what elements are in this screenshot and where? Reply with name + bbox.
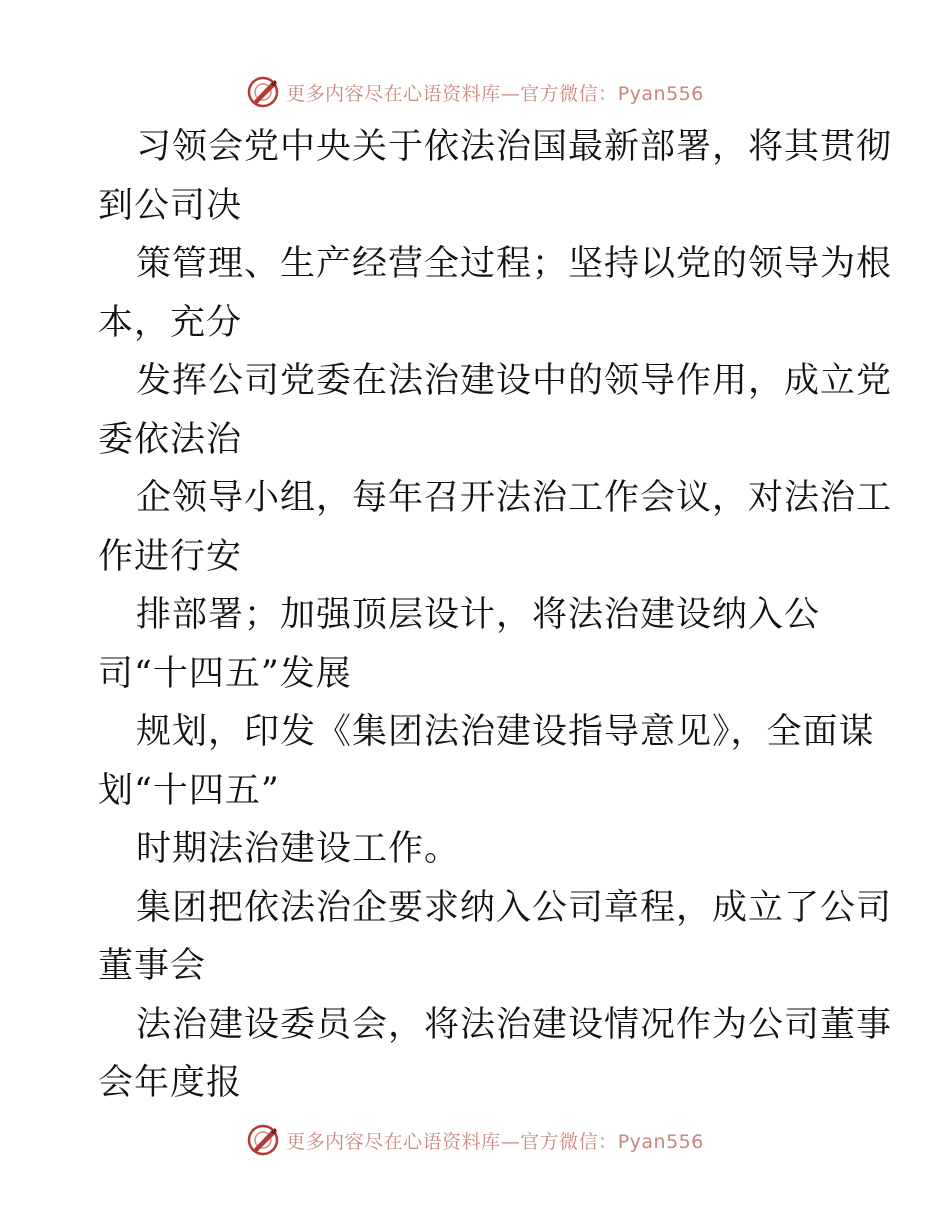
watermark-middle: 官方微信： [520,1130,618,1153]
watermark-handle: Pyan556 [617,1130,704,1153]
watermark-prefix: 更多内容尽在心语资料库 [286,1130,501,1153]
text-line: 司“十四五”发展 [98,653,352,694]
text-line: 董事会 [98,946,207,986]
watermark-handle: Pyan556 [617,82,704,105]
text-line: 企领导小组，每年召开法治工作会议，对法治工 [136,478,893,518]
watermark-prefix: 更多内容尽在心语资料库 [286,82,501,105]
watermark-text [286,1127,704,1154]
footer-watermark [0,1120,950,1160]
text-line: 到公司决 [98,185,243,226]
text-line: 规划，印发《集团法治建设指导意见》，全面谋 [136,712,875,752]
text-line: 委依法治 [98,419,243,460]
pen-logo-icon [246,1123,280,1157]
text-line: 作进行安 [98,536,243,577]
document-body [98,118,893,1113]
text-line: 时期法治建设工作。 [136,829,461,869]
header-watermark [0,72,950,112]
pen-logo-icon [246,75,280,109]
watermark-dash: — [500,82,521,105]
text-line: 发挥公司党委在法治建设中的领导作用，成立党 [136,361,893,401]
text-line: 排部署；加强顶层设计，将法治建设纳入公 [136,595,821,635]
text-line: 划“十四五” [98,770,280,811]
watermark-middle: 官方微信： [520,82,618,105]
text-line: 习领会党中央关于依法治国最新部署，将其贯彻 [136,127,893,167]
watermark-dash: — [500,1130,521,1153]
text-line: 集团把依法治企要求纳入公司章程，成立了公司 [136,887,893,928]
text-line: 会年度报 [98,1063,243,1103]
text-line: 策管理、生产经营全过程；坚持以党的领导为根 [136,244,893,284]
text-line: 法治建设委员会，将法治建设情况作为公司董事 [136,1004,893,1045]
text-line: 本，充分 [98,302,243,343]
watermark-text [286,79,704,106]
